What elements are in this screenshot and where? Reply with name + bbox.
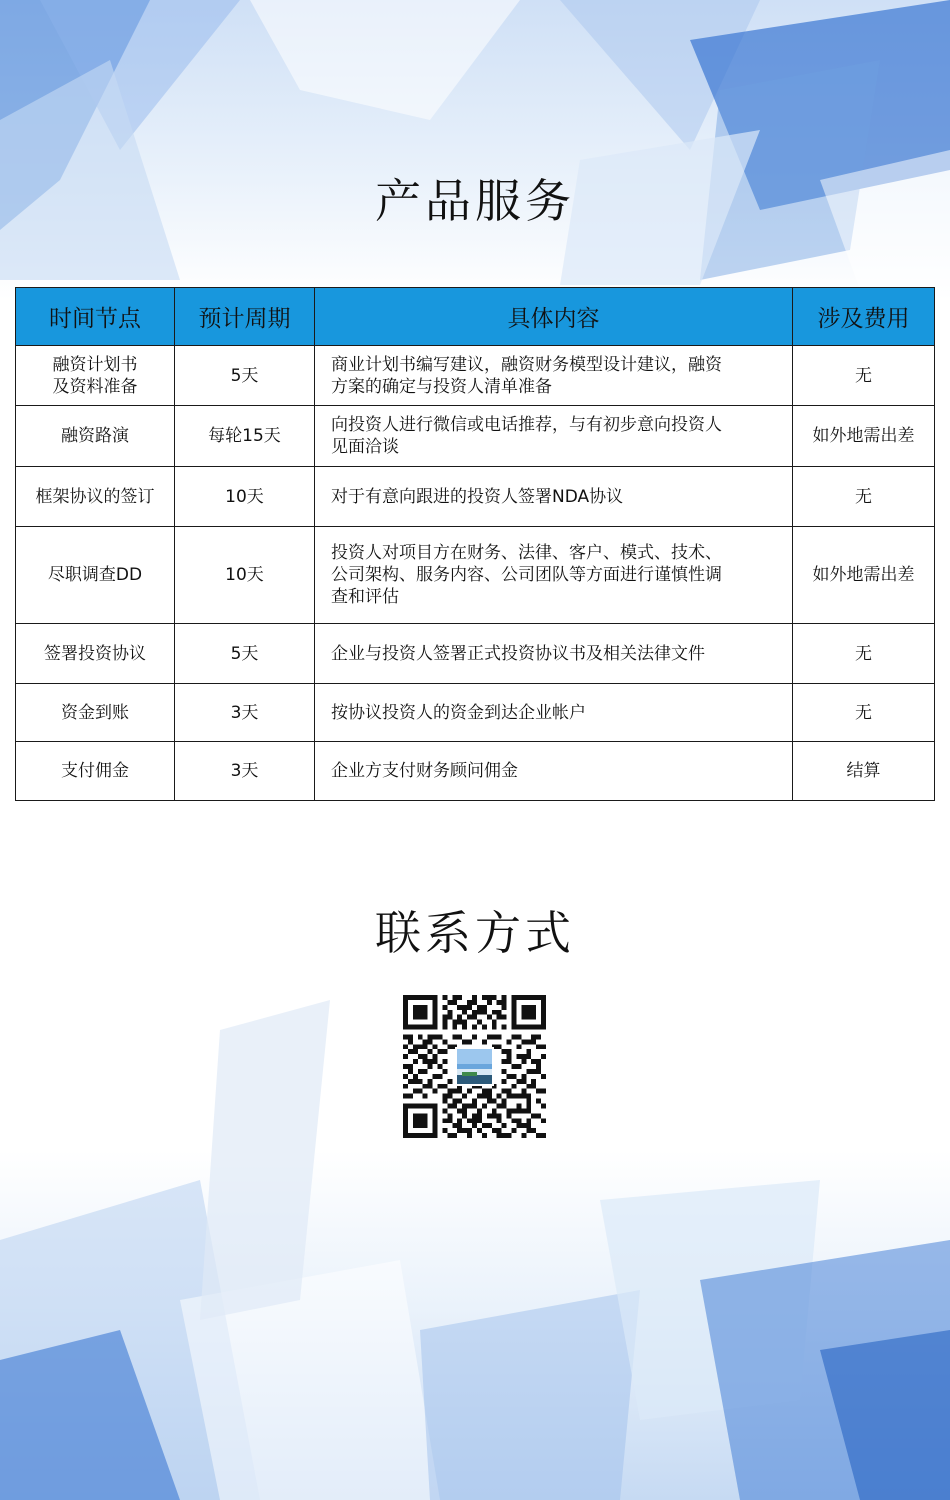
period-cell: 5天 [175,624,315,684]
contact-title: 联系方式 [375,906,575,960]
table-header-row [16,288,935,346]
cost-cell: 如外地需出差 [793,527,935,624]
qr-code-graphic [403,995,546,1138]
cost-cell: 无 [793,624,935,684]
content-cell: 对于有意向跟进的投资人签署NDA协议 [315,467,793,527]
content-cell: 向投资人进行微信或电话推荐，与有初步意向投资人 见面洽谈 [315,406,793,467]
content-cell: 投资人对项目方在财务、法律、客户、模式、技术、 公司架构、服务内容、公司团队等方面进行谨慎性调 查和评估 [315,527,793,624]
stage-cell: 框架协议的签订 [16,467,175,527]
content-cell: 企业与投资人签署正式投资协议书及相关法律文件 [315,624,793,684]
table-row [16,742,935,801]
content-cell: 按协议投资人的资金到达企业帐户 [315,684,793,742]
table-row [16,346,935,406]
services-table [15,287,935,801]
table-row [16,684,935,742]
qr-code-icon [403,995,546,1138]
period-cell: 10天 [175,467,315,527]
period-cell: 3天 [175,742,315,801]
period-cell: 每轮15天 [175,406,315,467]
page-title: 产品服务 [375,174,575,228]
cost-cell: 结算 [793,742,935,801]
content-cell: 企业方支付财务顾问佣金 [315,742,793,801]
column-header-period: 预计周期 [175,288,315,346]
period-cell: 3天 [175,684,315,742]
cost-cell: 无 [793,346,935,406]
column-header-content: 具体内容 [315,288,793,346]
stage-cell: 融资计划书 及资料准备 [16,346,175,406]
table-row [16,624,935,684]
period-cell: 10天 [175,527,315,624]
stage-cell: 尽职调查DD [16,527,175,624]
qr-center-image [455,1047,494,1086]
cost-cell: 无 [793,467,935,527]
column-header-cost: 涉及费用 [793,288,935,346]
column-header-stage: 时间节点 [16,288,175,346]
cost-cell: 无 [793,684,935,742]
stage-cell: 资金到账 [16,684,175,742]
cost-cell: 如外地需出差 [793,406,935,467]
table-row [16,467,935,527]
stage-cell: 支付佣金 [16,742,175,801]
stage-cell: 融资路演 [16,406,175,467]
table-row [16,406,935,467]
content-cell: 商业计划书编写建议，融资财务模型设计建议，融资 方案的确定与投资人清单准备 [315,346,793,406]
stage-cell: 签署投资协议 [16,624,175,684]
table-row [16,527,935,624]
period-cell: 5天 [175,346,315,406]
